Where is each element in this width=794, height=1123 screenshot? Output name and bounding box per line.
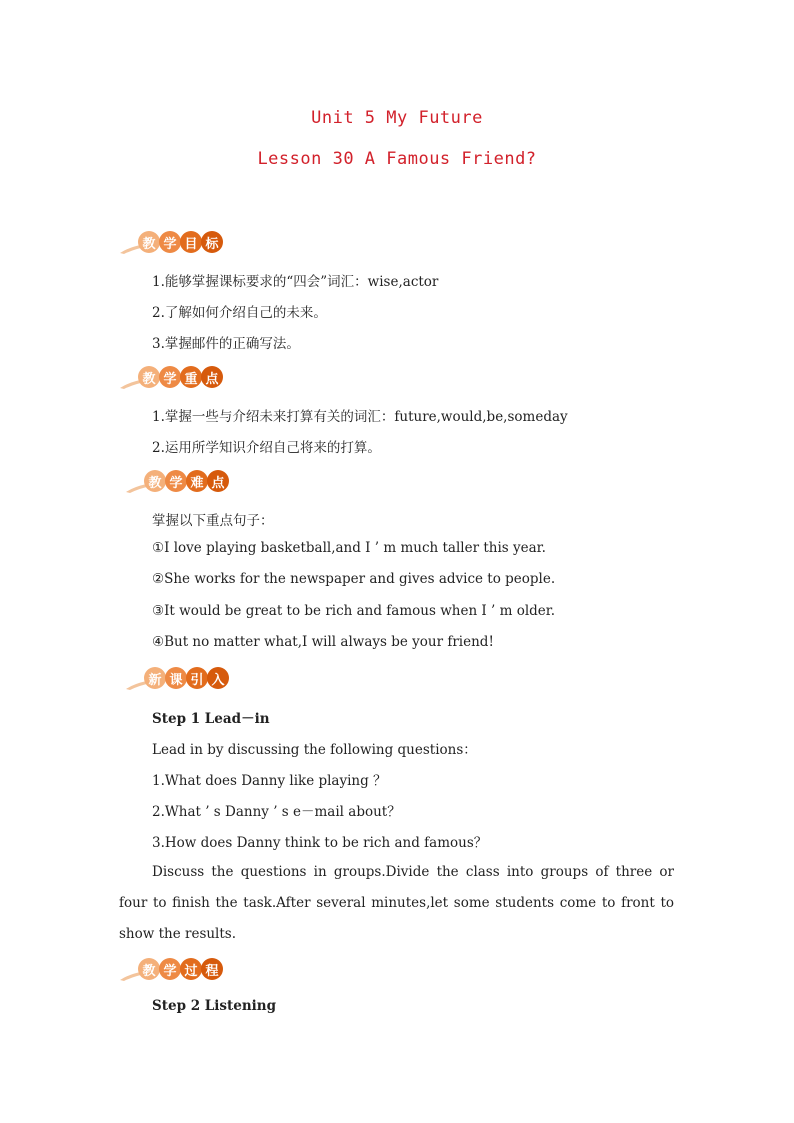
question-item: 1.What does Danny like playing ？: [152, 773, 387, 789]
heading-char: 学: [159, 958, 181, 980]
heading-char: 点: [207, 470, 229, 492]
key-sentence: ①I love playing basketball,and I ’ m much taller this year.: [152, 540, 546, 556]
heading-char: 目: [180, 231, 202, 253]
discussion-paragraph: Discuss the questions in groups.Divide the class into groups of three or four to finish the task.After several minutes,let some students come to front to show the results.: [119, 864, 674, 942]
lesson-title: Lesson 30 A Famous Friend?: [257, 149, 537, 169]
heading-char: 学: [159, 366, 181, 388]
heading-char: 重: [180, 366, 202, 388]
heading-char: 教: [138, 366, 160, 388]
heading-char: 教: [138, 231, 160, 253]
difficulty-intro: 掌握以下重点句子：: [152, 513, 274, 529]
heading-char: 课: [165, 667, 187, 689]
heading-char: 入: [207, 667, 229, 689]
heading-char: 过: [180, 958, 202, 980]
step-2-heading: Step 2 Listening: [152, 998, 277, 1014]
heading-char: 学: [159, 231, 181, 253]
heading-char: 学: [165, 470, 187, 492]
key-sentence: ④But no matter what,I will always be your friend!: [152, 634, 494, 650]
objective-item: 2.了解如何介绍自己的未来。: [152, 305, 327, 321]
heading-char: 新: [144, 667, 166, 689]
heading-char: 教: [144, 470, 166, 492]
key-sentence: ③It would be great to be rich and famous when I ’ m older.: [152, 603, 556, 619]
heading-char: 程: [201, 958, 223, 980]
heading-char: 引: [186, 667, 208, 689]
key-sentence: ②She works for the newspaper and gives advice to people.: [152, 571, 556, 587]
step-1-heading: Step 1 Lead－in: [152, 711, 270, 727]
heading-char: 点: [201, 366, 223, 388]
heading-char: 难: [186, 470, 208, 492]
objective-item: 1.能够掌握课标要求的“四会”词汇：wise,actor: [152, 274, 439, 290]
key-point-item: 2.运用所学知识介绍自己将来的打算。: [152, 440, 381, 456]
heading-char: 标: [201, 231, 223, 253]
objective-item: 3.掌握邮件的正确写法。: [152, 336, 300, 352]
question-item: 2.What ’ s Danny ’ s e－mail about？: [152, 804, 401, 820]
lead-in-text: Lead in by discussing the following questions：: [152, 742, 477, 758]
key-point-item: 1.掌握一些与介绍未来打算有关的词汇：future,would,be,someday: [152, 409, 568, 425]
question-item: 3.How does Danny think to be rich and famous？: [152, 835, 488, 851]
unit-title: Unit 5 My Future: [311, 108, 483, 128]
heading-char: 教: [138, 958, 160, 980]
